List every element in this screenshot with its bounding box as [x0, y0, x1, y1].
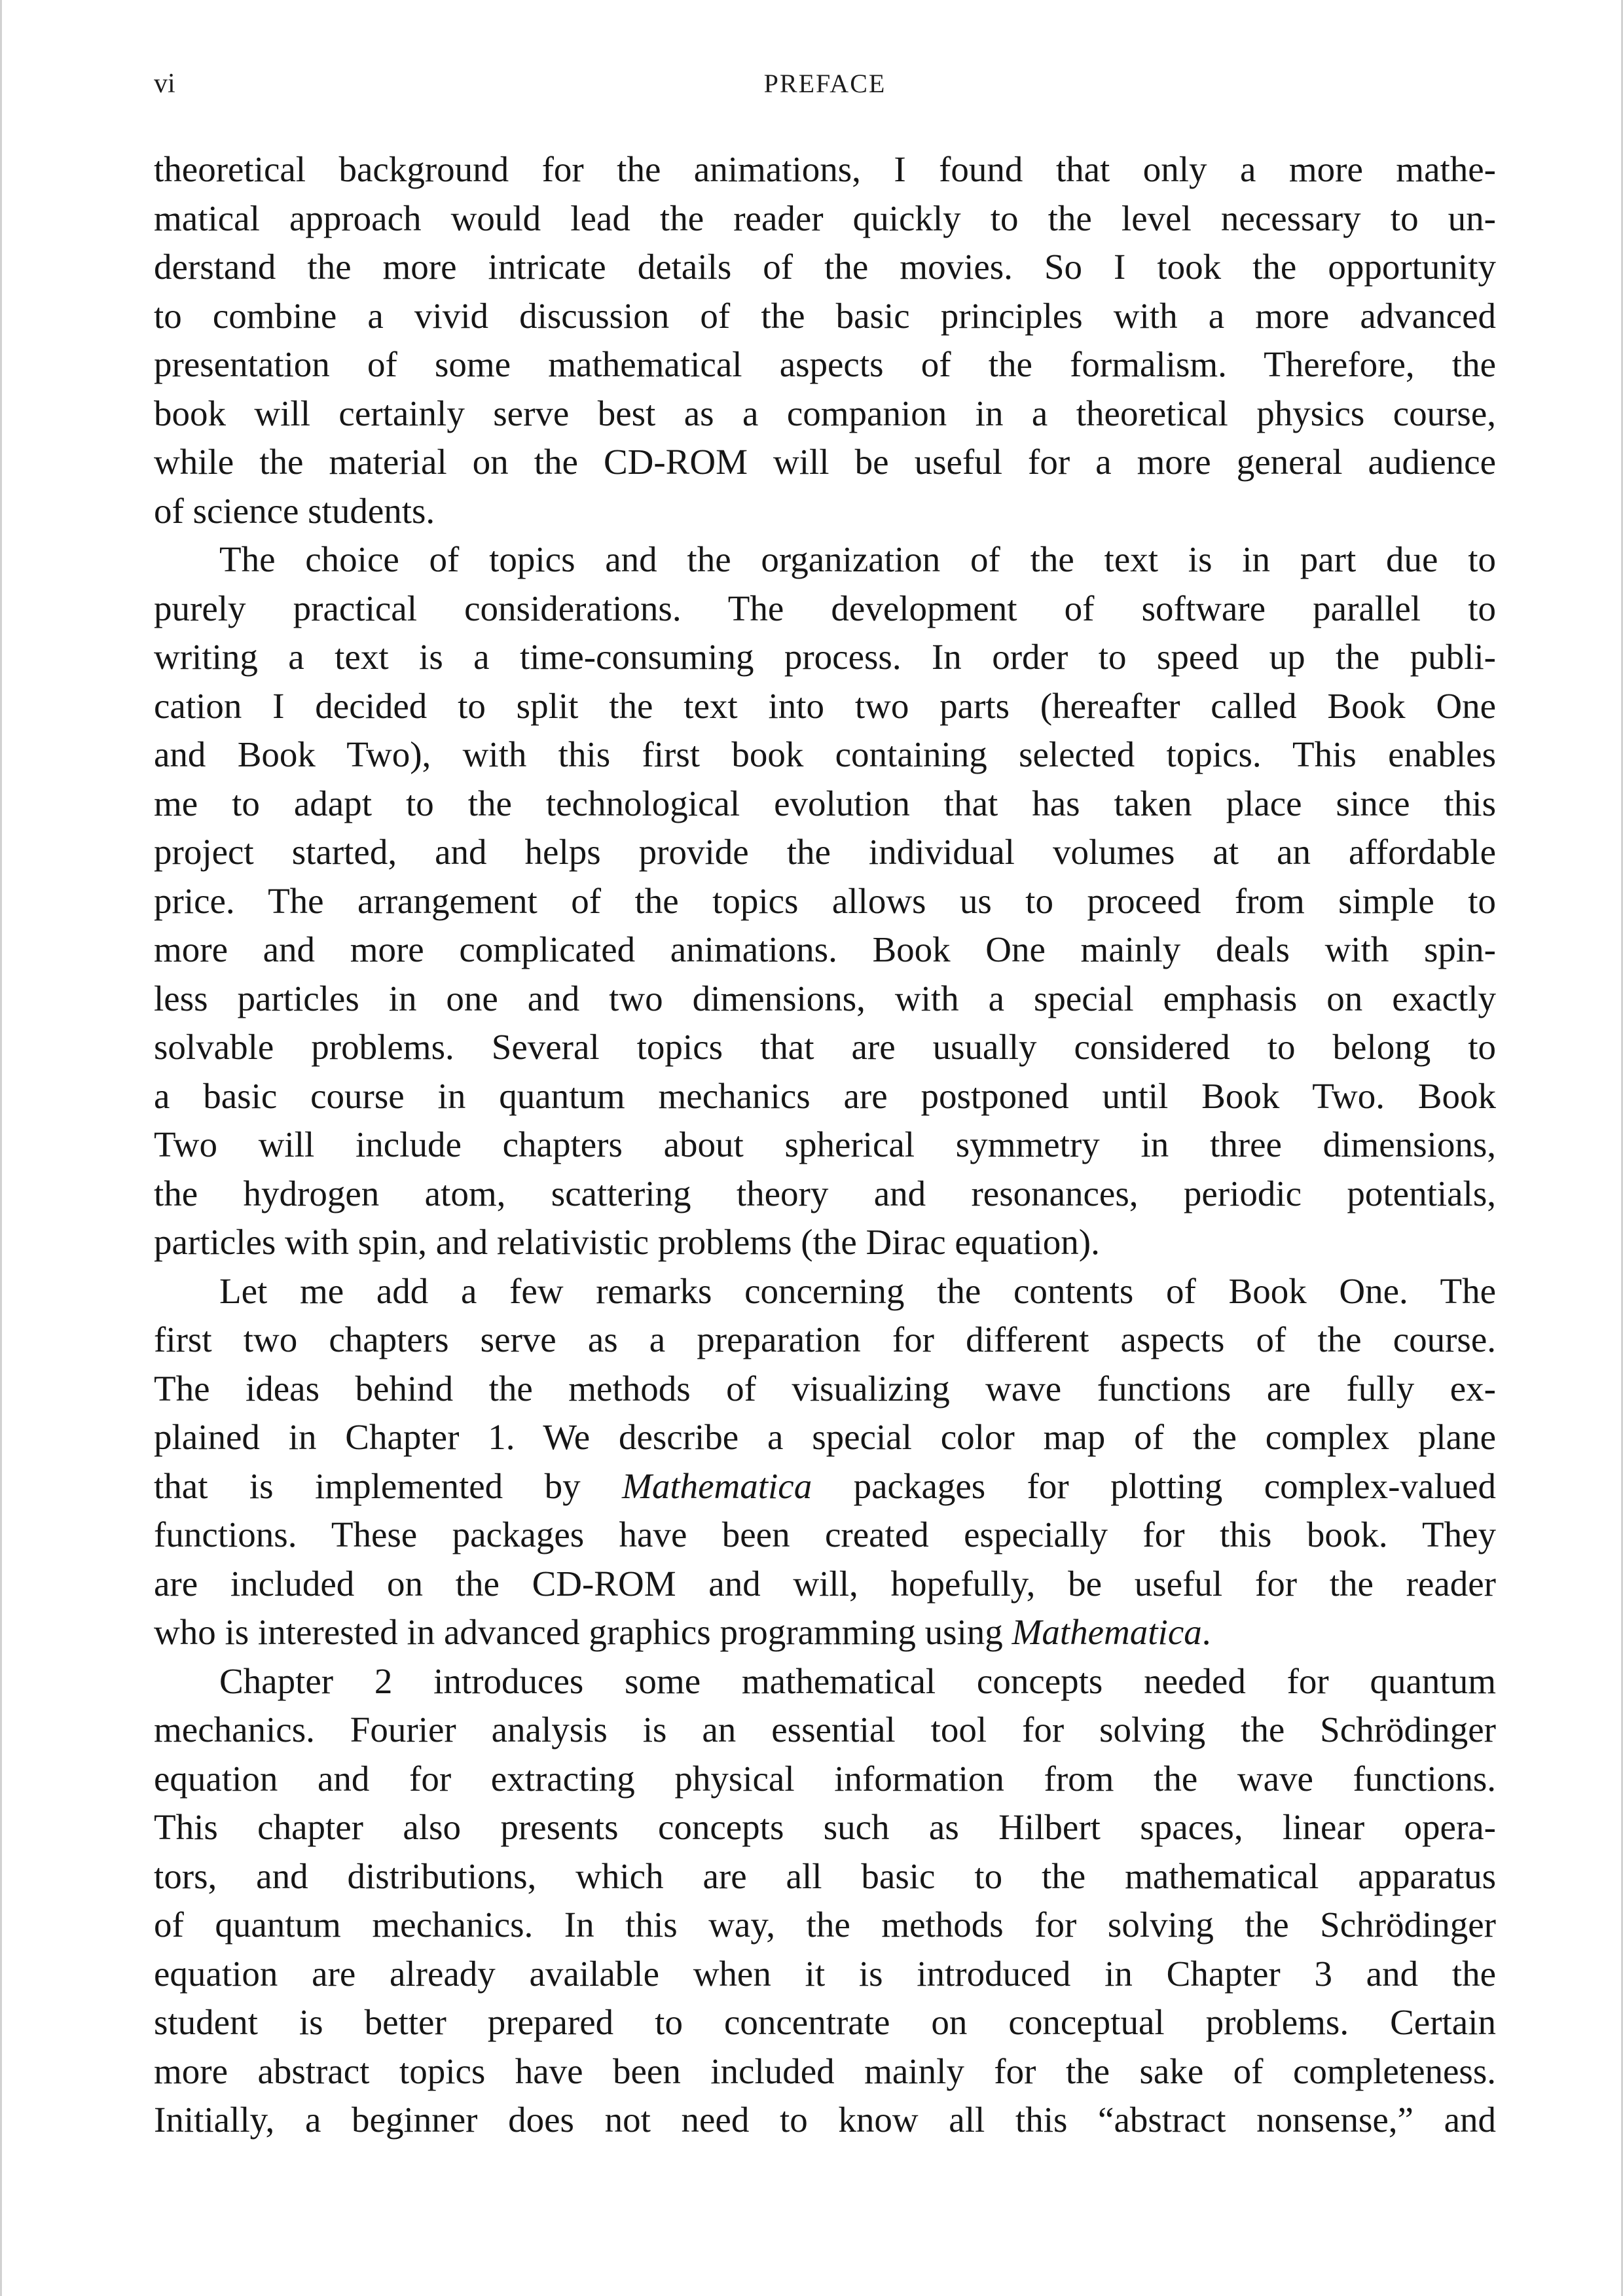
text-line: of science students.	[154, 490, 435, 531]
text-line: equation and for extracting physical information from the wave functions.	[154, 1758, 1496, 1799]
text-line: equation are already available when it is introduced in Chapter 3 and the	[154, 1953, 1496, 1994]
text-line: less particles in one and two dimensions, with a special emphasis on exactly	[154, 978, 1496, 1018]
text-line: and Book Two), with this first book containing selected topics. This enables	[154, 734, 1496, 774]
text-line: solvable problems. Several topics that are usually considered to belong to	[154, 1027, 1496, 1067]
text-line: the hydrogen atom, scattering theory and resonances, periodic potentials,	[154, 1173, 1496, 1213]
paragraph	[154, 535, 1496, 1267]
text-line: more and more complicated animations. Book One mainly deals with spin-	[154, 929, 1496, 969]
text-line: particles with spin, and relativistic problems (the Dirac equation).	[154, 1222, 1100, 1262]
text-line: Let me add a few remarks concerning the contents of Book One. The	[219, 1270, 1496, 1311]
paragraph	[154, 1267, 1496, 1657]
text-line: This chapter also presents concepts such as Hilbert spaces, linear opera-	[154, 1807, 1496, 1847]
text-line: Initially, a beginner does not need to know all this “abstract nonsense,” and	[154, 2100, 1496, 2140]
text-line: presentation of some mathematical aspects of the formalism. Therefore, the	[154, 344, 1496, 384]
paragraph	[154, 145, 1496, 535]
text-line: more abstract topics have been included mainly for the sake of completeness.	[154, 2051, 1496, 2091]
text-line: of quantum mechanics. In this way, the methods for solving the Schrödinger	[154, 1905, 1496, 1945]
text-line: matical approach would lead the reader quickly to the level necessary to un-	[154, 198, 1496, 238]
text-line: price. The arrangement of the topics allows us to proceed from simple to	[154, 880, 1496, 921]
running-head-title: PREFACE	[763, 69, 886, 98]
text-line: cation I decided to split the text into two parts (hereafter called Book One	[154, 685, 1496, 726]
text-line: derstand the more intricate details of the movies. So I took the opportunity	[154, 247, 1496, 287]
text-line: The choice of topics and the organization of the text is in part due to	[219, 539, 1496, 579]
text-line: book will certainly serve best as a companion in a theoretical physics course,	[154, 393, 1496, 433]
text-line: functions. These packages have been created especially for this book. They	[154, 1515, 1496, 1554]
text-line: tors, and distributions, which are all basic to the mathematical apparatus	[154, 1856, 1496, 1896]
text-line: are included on the CD-ROM and will, hopefully, be useful for the reader	[154, 1563, 1496, 1604]
text-line: Two will include chapters about spherical symmetry in three dimensions,	[154, 1124, 1496, 1164]
text-line: while the material on the CD-ROM will be useful for a more general audience	[154, 442, 1496, 482]
text-line: student is better prepared to concentrate on conceptual problems. Certain	[154, 2002, 1496, 2042]
text-line: a basic course in quantum mechanics are postponed until Book Two. Book	[154, 1075, 1496, 1116]
text-line: Chapter 2 introduces some mathematical concepts needed for quantum	[219, 1660, 1496, 1701]
text-line: first two chapters serve as a preparation for different aspects of the course.	[154, 1319, 1496, 1359]
text-line: purely practical considerations. The development of software parallel to	[154, 588, 1496, 628]
page-number: vi	[154, 69, 175, 99]
paragraph	[154, 1657, 1496, 2145]
text-line: writing a text is a time-consuming process. In order to speed up the publi-	[154, 637, 1496, 677]
running-head	[154, 64, 1496, 103]
italic-term: Mathematica	[1012, 1612, 1202, 1652]
text-line: plained in Chapter 1. We describe a special color map of the complex plane	[154, 1417, 1496, 1457]
text-line: theoretical background for the animations, I found that only a more mathe-	[154, 149, 1496, 189]
text-line: mechanics. Fourier analysis is an essential tool for solving the Schrödinger	[154, 1710, 1496, 1749]
text-line: to combine a vivid discussion of the basic principles with a more advanced	[154, 295, 1496, 336]
text-line: who is interested in advanced graphics programming using Mathematica.	[154, 1612, 1211, 1652]
text-line: me to adapt to the technological evolution that has taken place since this	[154, 783, 1496, 823]
body-text	[154, 145, 1496, 2145]
text-line: project started, and helps provide the individual volumes at an affordable	[154, 832, 1496, 872]
text-line: that is implemented by Mathematica packages for plotting complex-valued	[154, 1465, 1497, 1506]
italic-term: Mathematica	[622, 1465, 812, 1506]
text-line: The ideas behind the methods of visualizing wave functions are fully ex-	[154, 1368, 1496, 1408]
